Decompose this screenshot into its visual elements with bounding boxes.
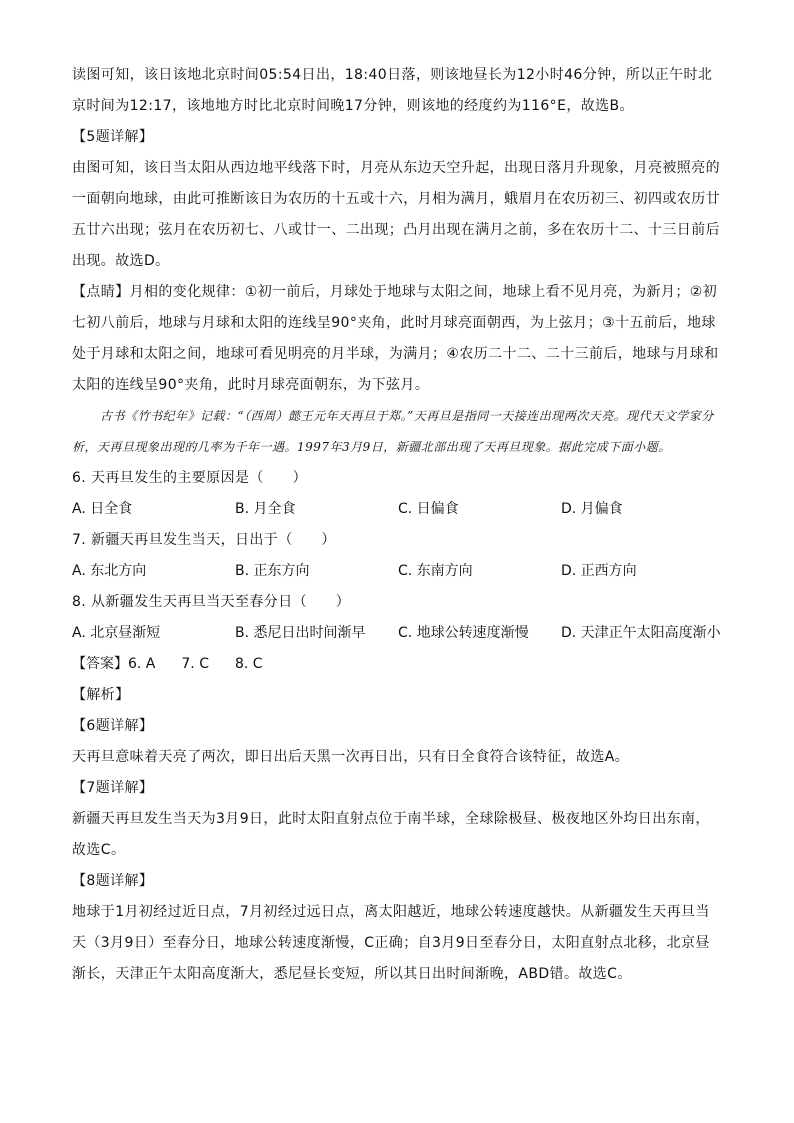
option-c: C. 地球公转速度渐慢 [398, 625, 529, 641]
option-a: A. 北京昼渐短 [72, 625, 161, 641]
question-6: 6. 天再旦发生的主要原因是（ ） [72, 470, 308, 486]
answer-label: 【答案】 [72, 656, 128, 672]
question-8: 8. 从新疆发生天再旦当天至春分日（ ） [72, 594, 351, 610]
answer-line [72, 649, 724, 680]
answer-7: 7. C [181, 656, 209, 672]
q4-explanation-text: 读图可知，该日该地北京时间05:54日出，18:40日落，则该地昼长为12小时46分钟，所以正午时北京时间为12:17，该地地方时比北京时间晚17分钟，则该地的经度约为116°E，故选B。 [72, 67, 713, 114]
tip-text: 【点睛】月相的变化规律：①初一前后，月球处于地球与太阳之间，地球上看不见月亮，为新月；②初七初八前后，地球与月球和太阳的连线呈90°夹角，此时月球亮面朝西，为上弦月；③十五前后，地球处于月球和太阳之间，地球可看见明亮的月半球，为满月；④农历二十二、二十三前后，地球与月球和太阳的连线呈90°夹角，此时月球亮面朝东，为下弦月。 [72, 284, 719, 393]
option-d: D. 正西方向 [561, 563, 637, 579]
q8-explanation-text: 地球于1月初经过近日点，7月初经过远日点，离太阳越近，地球公转速度越快。从新疆发生天再旦当天（3月9日）至春分日，地球公转速度渐慢，C正确；自3月9日至春分日，太阳直射点北移，北京昼渐长，天津正午太阳高度渐大，悉尼昼长变短，所以其日出时间渐晚，ABD错。故选C。 [72, 904, 710, 982]
option-b: B. 月全食 [235, 501, 296, 517]
question-6-options [72, 494, 724, 525]
answer-8: 8. C [234, 656, 263, 672]
option-a: A. 日全食 [72, 501, 133, 517]
answer-6: 6. A [128, 656, 156, 672]
option-a: A. 东北方向 [72, 563, 147, 579]
question-7-options [72, 556, 724, 587]
option-b: B. 正东方向 [235, 563, 310, 579]
q6-explanation-text: 天再旦意味着天亮了两次，即日出后天黑一次再日出，只有日全食符合该特征，故选A。 [72, 749, 630, 765]
document-page [72, 60, 724, 990]
q8-heading: 【8题详解】 [72, 873, 154, 889]
q7-explanation-text: 新疆天再旦发生当天为3月9日，此时太阳直射点位于南半球，全球除极昼、极夜地区外均日出东南，故选C。 [72, 811, 710, 858]
reading-material: 古书《竹书纪年》记载：“（西周）懿王元年天再旦于郑。”天再旦是指同一天接连出现两次天亮。现代天文学家分析，天再旦现象出现的几率为千年一遇。1997年3月9日，新疆北部出现了天再旦现象。据此完成下面小题。 [72, 409, 714, 454]
option-c: C. 东南方向 [398, 563, 473, 579]
question-7: 7. 新疆天再旦发生当天，日出于（ ） [72, 532, 336, 548]
analysis-heading: 【解析】 [72, 687, 130, 703]
option-c: C. 日偏食 [398, 501, 459, 517]
option-d: D. 月偏食 [561, 501, 623, 517]
option-d: D. 天津正午太阳高度渐小 [561, 625, 721, 641]
q5-heading: 【5题详解】 [72, 129, 154, 145]
option-b: B. 悉尼日出时间渐早 [235, 625, 366, 641]
q5-explanation-text: 由图可知，该日当太阳从西边地平线落下时，月亮从东边天空升起，出现日落月升现象，月亮被照亮的一面朝向地球，由此可推断该日为农历的十五或十六，月相为满月，蛾眉月在农历初三、初四或农历廿五廿六出现；弦月在农历初七、八或廿一、二出现；凸月出现在满月之前，多在农历十二、十三日前后出现。故选D。 [72, 160, 720, 269]
q7-heading: 【7题详解】 [72, 780, 154, 796]
q6-heading: 【6题详解】 [72, 718, 154, 734]
question-8-options [72, 618, 724, 649]
